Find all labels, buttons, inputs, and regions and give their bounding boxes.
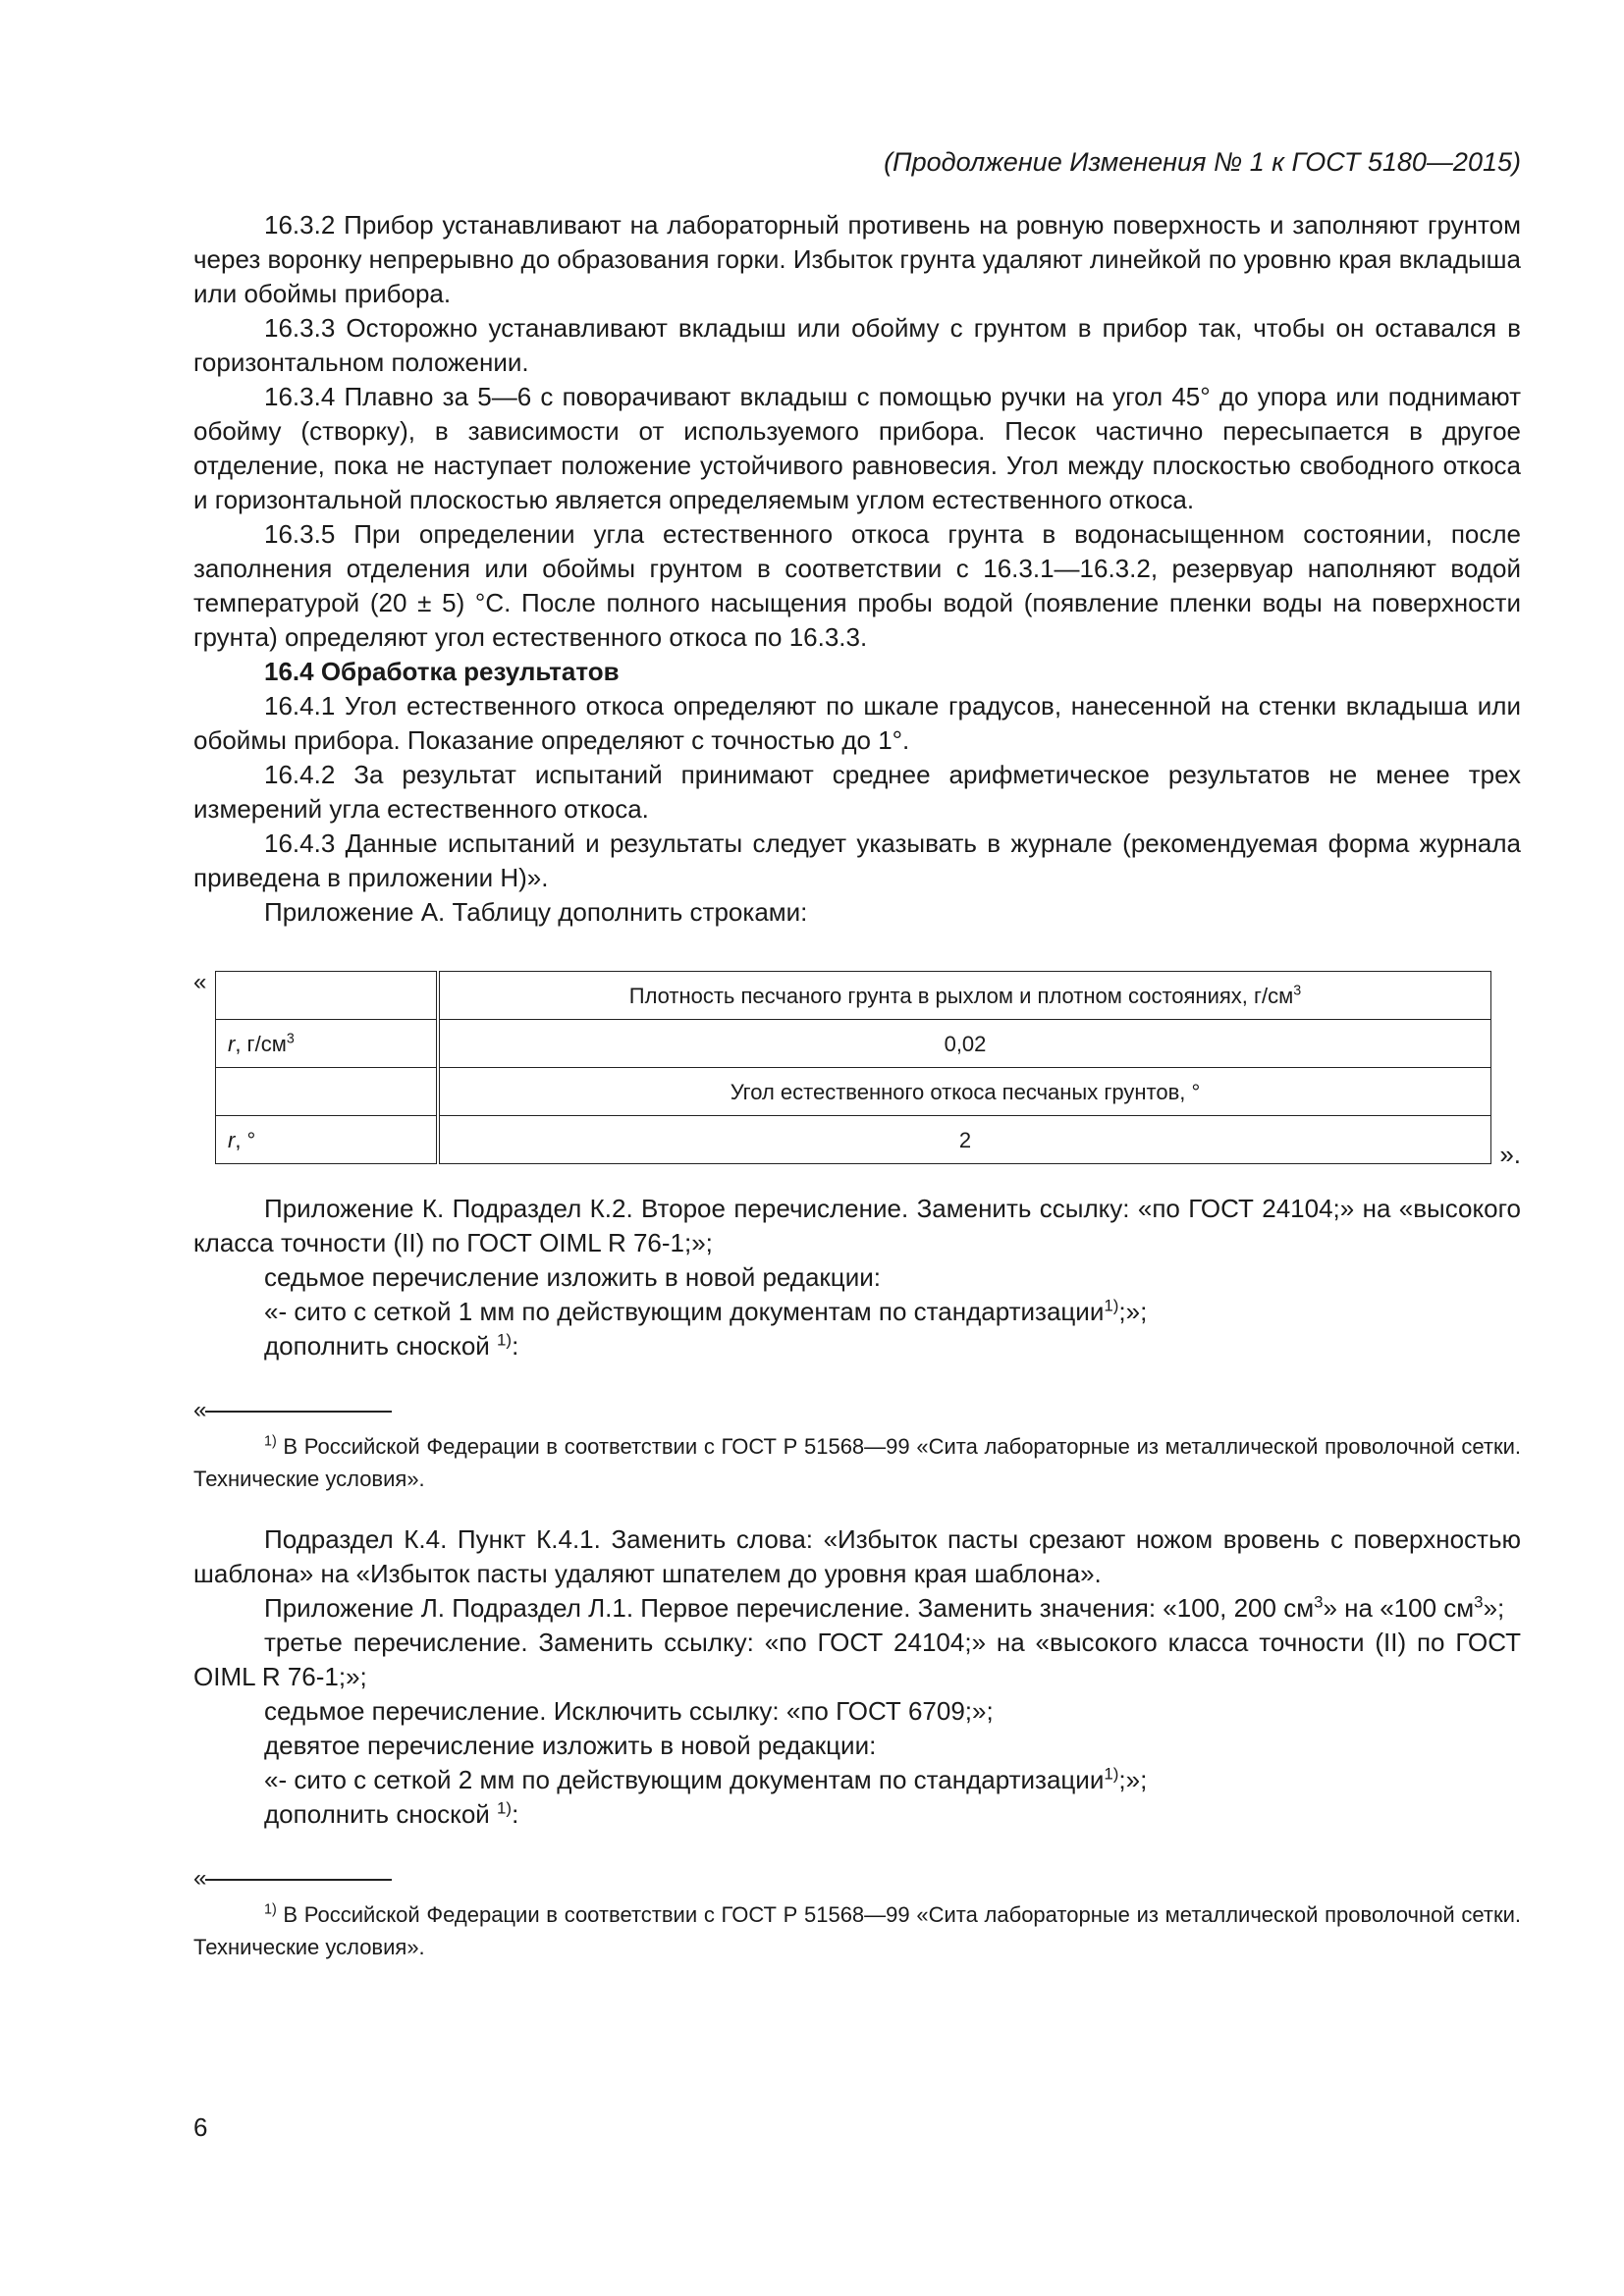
footnote-separator — [193, 1867, 1521, 1891]
table-cell — [216, 1116, 439, 1164]
table-open-quote: « — [193, 969, 207, 995]
paragraph-k-sieve: «- сито с сеткой 1 мм по действующим документам по стандартизации$^{1)}$;»; — [264, 1296, 1148, 1326]
page-number: 6 — [193, 2112, 208, 2142]
running-header: (Продолжение Изменения № 1 к ГОСТ 5180—2015) — [884, 147, 1521, 177]
paragraph-16-4-3: 16.4.3 Данные испытаний и результаты следует указывать в журнале (рекомендуемая форма журнала приведена в приложении Н)». — [193, 828, 1521, 892]
paragraph-l-footnote-add: дополнить сноской $^{1)}$: — [264, 1798, 519, 1829]
superscript: 3 — [1293, 983, 1302, 999]
document-body — [193, 208, 1521, 1963]
footnote-open-quote: « — [193, 1397, 207, 1423]
table-row — [216, 1116, 1491, 1164]
cell-text: , ° — [235, 1127, 256, 1152]
paragraph-l-ninth: девятое перечисление изложить в новой редакции: — [264, 1731, 877, 1760]
cell-text: , г/см — [235, 1031, 287, 1056]
table-row — [216, 1020, 1491, 1068]
footnote-separator — [193, 1399, 1521, 1422]
footnote-mark: 1) — [264, 1433, 277, 1450]
paragraph-16-3-2: 16.3.2 Прибор устанавливают на лабораторный противень на ровную поверхность и заполняют грунтом через воронку непрерывно до образования горки. Избыток грунта удаляют линейкой по уровню края вкладыша или обоймы прибора. — [193, 210, 1521, 308]
cell-text: Плотность песчаного грунта в рыхлом и плотном состояниях, г/см — [628, 983, 1294, 1008]
table-cell — [216, 972, 439, 1020]
paragraph-annex-l: Приложение Л. Подраздел Л.1. Первое перечисление. Заменить значения: «100, 200 $см^3$» на «100 $см^3$»; — [264, 1592, 1505, 1623]
table-cell — [438, 972, 1491, 1020]
section-heading: 16.4 Обработка результатов — [264, 657, 620, 686]
footnote-ref: 1) — [1104, 1296, 1119, 1315]
addendum-table — [215, 971, 1491, 1164]
table-cell: Угол естественного откоса песчаных грунтов, ° — [438, 1068, 1491, 1116]
paragraph-16-4-2: 16.4.2 За результат испытаний принимают среднее арифметическое результатов не менее трех измерений угла естественного откоса. — [193, 760, 1521, 824]
paragraph-16-3-3: 16.3.3 Осторожно устанавливают вкладыш или обойму с грунтом в прибор так, чтобы он оставался в горизонтальном положении. — [193, 313, 1521, 377]
table-cell: 0,02 — [438, 1020, 1491, 1068]
footnote-text: $^{1)}$ В Российской Федерации в соответствии с ГОСТ Р 51568—99 «Сита лабораторные из металлической проволочной сетки. Технические условия». — [193, 1433, 1521, 1491]
footnote-text: $^{1)}$ В Российской Федерации в соответствии с ГОСТ Р 51568—99 «Сита лабораторные из металлической проволочной сетки. Технические условия». — [193, 1901, 1521, 1959]
paragraph-k4: Подраздел К.4. Пункт К.4.1. Заменить слова: «Избыток пасты срезают ножом вровень с поверхностью шаблона» на «Избыток пасты удаляют шпателем до уровня края шаблона». — [193, 1524, 1521, 1588]
paragraph-16-4-1: 16.4.1 Угол естественного откоса определяют по шкале градусов, нанесенной на стенки вкладыша или обоймы прибора. Показание определяют с точностью до 1°. — [193, 691, 1521, 755]
paragraph-k-seventh: седьмое перечисление изложить в новой редакции: — [264, 1262, 881, 1292]
paragraph-16-3-4: 16.3.4 Плавно за 5—6 с поворачивают вкладыш с помощью ручки на угол 45° до упора или поднимают обойму (створку), в зависимости от используемого прибора. Песок частично пересыпается в другое отделение, пока не наступает положение устойчивого равновесия. Угол между плоскостью свободного откоса и горизонтальной плоскостью является определяемым углом естественного откоса. — [193, 382, 1521, 514]
superscript: 3 — [286, 1031, 295, 1047]
footnote-ref: 1) — [1104, 1764, 1119, 1784]
footnote-ref: 1) — [497, 1798, 513, 1818]
paragraph-l-third: третье перечисление. Заменить ссылку: «по ГОСТ 24104;» на «высокого класса точности (II) по ГОСТ OIML R 76-1;»; — [193, 1628, 1521, 1691]
symbol-italic: r — [228, 1127, 236, 1152]
footnote-mark: 1) — [264, 1901, 277, 1918]
paragraph-16-3-5: 16.3.5 При определении угла естественного откоса грунта в водонасыщенном состоянии, после заполнения отделения или обоймы грунтом в соответствии с 16.3.1—16.3.2, резервуар наполняют водой температурой (20 ± 5) °С. После полного насыщения пробы водой (появление пленки воды на поверхности грунта) определяют угол естественного откоса по 16.3.3. — [193, 519, 1521, 652]
symbol-italic: r — [228, 1031, 236, 1056]
paragraph-annex-k: Приложение К. Подраздел К.2. Второе перечисление. Заменить ссылку: «по ГОСТ 24104;» на «высокого класса точности (II) по ГОСТ OIML R 76-1;»; — [193, 1194, 1521, 1257]
table-cell: 2 — [438, 1116, 1491, 1164]
table-cell — [216, 1020, 439, 1068]
table-row — [216, 972, 1491, 1020]
table-close-quote: ». — [1499, 1140, 1521, 1169]
table-block — [193, 969, 1521, 1169]
paragraph-l-sieve: «- сито с сеткой 2 мм по действующим документам по стандартизации$^{1)}$;»; — [264, 1764, 1148, 1794]
paragraph-k-footnote-add: дополнить сноской $^{1)}$: — [264, 1330, 519, 1361]
table-cell — [216, 1068, 439, 1116]
paragraph-annex-a: Приложение А. Таблицу дополнить строками: — [264, 897, 808, 927]
footnote-ref: 1) — [497, 1330, 513, 1350]
paragraph-l-seventh: седьмое перечисление. Исключить ссылку: «по ГОСТ 6709;»; — [264, 1696, 994, 1726]
footnote-open-quote: « — [193, 1865, 207, 1892]
table-row — [216, 1068, 1491, 1116]
